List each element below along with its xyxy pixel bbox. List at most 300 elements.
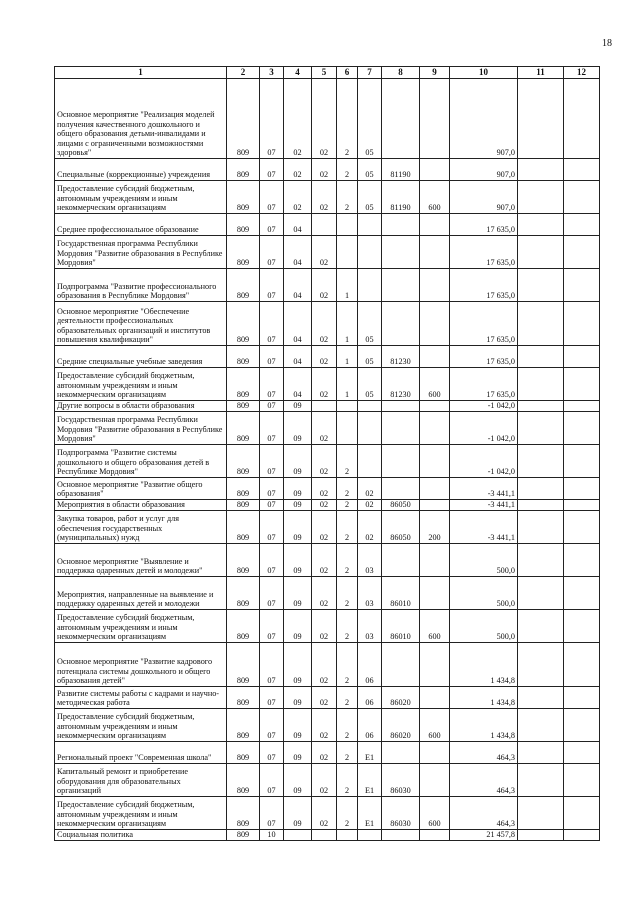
code-subprogram xyxy=(337,401,358,412)
code-event: 02 xyxy=(358,500,382,511)
code-expense-type: 600 xyxy=(420,181,450,214)
row-name: Государственная программа Республики Мордовия "Развитие образования в Республике Мордовия" xyxy=(55,412,227,445)
column-12-value xyxy=(564,742,600,764)
amount-value: -3 441,1 xyxy=(450,511,518,544)
code-direction: 86030 xyxy=(382,764,420,797)
code-event: 05 xyxy=(358,159,382,181)
code-subprogram: 1 xyxy=(337,346,358,368)
code-program xyxy=(312,214,337,236)
code-expense-type xyxy=(420,544,450,577)
table-row xyxy=(55,214,600,236)
amount-value: 17 635,0 xyxy=(450,302,518,346)
code-expense-type xyxy=(420,500,450,511)
table-row xyxy=(55,79,600,159)
code-direction xyxy=(382,269,420,302)
code-expense-type xyxy=(420,643,450,687)
column-12-value xyxy=(564,445,600,478)
code-direction: 81190 xyxy=(382,181,420,214)
code-event: 05 xyxy=(358,181,382,214)
code-section: 07 xyxy=(260,412,284,445)
code-section: 07 xyxy=(260,709,284,742)
amount-value: 907,0 xyxy=(450,79,518,159)
code-section: 07 xyxy=(260,500,284,511)
code-event: 06 xyxy=(358,687,382,709)
amount-value: 17 635,0 xyxy=(450,346,518,368)
code-subsection: 09 xyxy=(284,478,312,500)
code-subprogram: 1 xyxy=(337,368,358,401)
column-11-value xyxy=(518,478,564,500)
code-expense-type xyxy=(420,577,450,610)
code-program: 02 xyxy=(312,511,337,544)
column-header: 1 xyxy=(55,67,227,79)
row-name: Закупка товаров, работ и услуг для обеспечения государственных (муниципальных) нужд xyxy=(55,511,227,544)
amount-value: 464,3 xyxy=(450,797,518,830)
code-event xyxy=(358,214,382,236)
code-ministry: 809 xyxy=(227,742,260,764)
code-event: 02 xyxy=(358,511,382,544)
code-subprogram xyxy=(337,412,358,445)
code-subsection: 09 xyxy=(284,577,312,610)
code-expense-type xyxy=(420,764,450,797)
code-subprogram: 2 xyxy=(337,577,358,610)
code-event: 02 xyxy=(358,478,382,500)
code-ministry: 809 xyxy=(227,269,260,302)
code-program: 02 xyxy=(312,797,337,830)
code-event: 03 xyxy=(358,544,382,577)
amount-value: 1 434,8 xyxy=(450,643,518,687)
amount-value: 1 434,8 xyxy=(450,709,518,742)
column-header: 9 xyxy=(420,67,450,79)
code-program: 02 xyxy=(312,709,337,742)
code-subsection: 04 xyxy=(284,302,312,346)
code-section: 07 xyxy=(260,742,284,764)
code-direction: 81230 xyxy=(382,368,420,401)
column-header: 7 xyxy=(358,67,382,79)
code-expense-type: 600 xyxy=(420,610,450,643)
amount-value: -3 441,1 xyxy=(450,500,518,511)
code-expense-type xyxy=(420,478,450,500)
code-subprogram xyxy=(337,214,358,236)
code-subprogram: 2 xyxy=(337,544,358,577)
column-11-value xyxy=(518,445,564,478)
code-direction xyxy=(382,830,420,841)
code-subprogram: 2 xyxy=(337,709,358,742)
code-event: 06 xyxy=(358,643,382,687)
code-expense-type: 600 xyxy=(420,709,450,742)
column-12-value xyxy=(564,302,600,346)
code-program: 02 xyxy=(312,181,337,214)
amount-value: -1 042,0 xyxy=(450,401,518,412)
row-name: Предоставление субсидий бюджетным, автономным учреждениям и иным некоммерческим организациям xyxy=(55,709,227,742)
amount-value: 907,0 xyxy=(450,181,518,214)
code-expense-type xyxy=(420,236,450,269)
code-section: 07 xyxy=(260,687,284,709)
code-ministry: 809 xyxy=(227,709,260,742)
code-section: 07 xyxy=(260,236,284,269)
code-ministry: 809 xyxy=(227,159,260,181)
code-direction: 86020 xyxy=(382,709,420,742)
code-subprogram: 2 xyxy=(337,511,358,544)
code-subprogram: 2 xyxy=(337,643,358,687)
code-subsection: 02 xyxy=(284,79,312,159)
code-event xyxy=(358,445,382,478)
row-name: Подпрограмма "Развитие системы дошкольного и общего образования детей в Республике Мордовия" xyxy=(55,445,227,478)
code-section: 07 xyxy=(260,159,284,181)
code-program: 02 xyxy=(312,368,337,401)
column-11-value xyxy=(518,79,564,159)
code-subsection: 04 xyxy=(284,269,312,302)
column-12-value xyxy=(564,764,600,797)
code-program: 02 xyxy=(312,159,337,181)
code-direction xyxy=(382,79,420,159)
column-header: 12 xyxy=(564,67,600,79)
code-subprogram: 2 xyxy=(337,500,358,511)
row-name: Специальные (коррекционные) учреждения xyxy=(55,159,227,181)
column-12-value xyxy=(564,368,600,401)
row-name: Другие вопросы в области образования xyxy=(55,401,227,412)
column-11-value xyxy=(518,181,564,214)
code-event: E1 xyxy=(358,742,382,764)
code-subsection xyxy=(284,830,312,841)
code-subprogram xyxy=(337,236,358,269)
table-row xyxy=(55,687,600,709)
code-section: 07 xyxy=(260,79,284,159)
code-program: 02 xyxy=(312,412,337,445)
column-12-value xyxy=(564,577,600,610)
code-section: 07 xyxy=(260,511,284,544)
code-direction: 81190 xyxy=(382,159,420,181)
code-expense-type xyxy=(420,401,450,412)
code-direction: 81230 xyxy=(382,346,420,368)
table-row xyxy=(55,269,600,302)
code-event xyxy=(358,401,382,412)
code-subsection: 09 xyxy=(284,687,312,709)
column-12-value xyxy=(564,830,600,841)
amount-value: -3 441,1 xyxy=(450,478,518,500)
column-11-value xyxy=(518,830,564,841)
code-direction xyxy=(382,445,420,478)
code-section: 07 xyxy=(260,346,284,368)
amount-value: 500,0 xyxy=(450,577,518,610)
column-12-value xyxy=(564,687,600,709)
row-name: Предоставление субсидий бюджетным, автономным учреждениям и иным некоммерческим организациям xyxy=(55,181,227,214)
table-row xyxy=(55,346,600,368)
code-program: 02 xyxy=(312,346,337,368)
code-expense-type: 600 xyxy=(420,797,450,830)
row-name: Подпрограмма "Развитие профессионального образования в Республике Мордовия" xyxy=(55,269,227,302)
code-subprogram: 2 xyxy=(337,797,358,830)
code-section: 07 xyxy=(260,797,284,830)
row-name: Государственная программа Республики Мордовия "Развитие образования в Республике Мордовия" xyxy=(55,236,227,269)
table-row xyxy=(55,709,600,742)
amount-value: 464,3 xyxy=(450,742,518,764)
code-program: 02 xyxy=(312,236,337,269)
code-program: 02 xyxy=(312,577,337,610)
column-12-value xyxy=(564,269,600,302)
code-expense-type xyxy=(420,214,450,236)
code-subsection: 09 xyxy=(284,511,312,544)
amount-value: 21 457,8 xyxy=(450,830,518,841)
code-program: 02 xyxy=(312,79,337,159)
code-section: 07 xyxy=(260,269,284,302)
code-direction xyxy=(382,412,420,445)
table-row xyxy=(55,401,600,412)
code-ministry: 809 xyxy=(227,577,260,610)
code-event: 05 xyxy=(358,368,382,401)
row-name: Мероприятия, направленные на выявление и поддержку одаренных детей и молодежи xyxy=(55,577,227,610)
code-section: 07 xyxy=(260,610,284,643)
row-name: Предоставление субсидий бюджетным, автономным учреждениям и иным некоммерческим организациям xyxy=(55,368,227,401)
code-ministry: 809 xyxy=(227,181,260,214)
code-ministry: 809 xyxy=(227,79,260,159)
code-event: 05 xyxy=(358,302,382,346)
code-subsection: 09 xyxy=(284,445,312,478)
amount-value: 1 434,8 xyxy=(450,687,518,709)
column-12-value xyxy=(564,797,600,830)
column-11-value xyxy=(518,797,564,830)
page-number: 18 xyxy=(602,38,612,49)
table-row xyxy=(55,610,600,643)
code-subprogram: 2 xyxy=(337,159,358,181)
row-name: Региональный проект "Современная школа" xyxy=(55,742,227,764)
amount-value: -1 042,0 xyxy=(450,445,518,478)
column-11-value xyxy=(518,214,564,236)
code-expense-type: 600 xyxy=(420,368,450,401)
column-12-value xyxy=(564,478,600,500)
amount-value: 17 635,0 xyxy=(450,214,518,236)
table-row xyxy=(55,445,600,478)
header-row xyxy=(55,67,600,79)
column-header: 4 xyxy=(284,67,312,79)
amount-value: 17 635,0 xyxy=(450,368,518,401)
column-11-value xyxy=(518,159,564,181)
row-name: Основное мероприятие "Развитие кадрового потенциала системы дошкольного и общего образования детей" xyxy=(55,643,227,687)
column-11-value xyxy=(518,302,564,346)
code-ministry: 809 xyxy=(227,687,260,709)
row-name: Средние специальные учебные заведения xyxy=(55,346,227,368)
code-subsection: 09 xyxy=(284,764,312,797)
table-row xyxy=(55,302,600,346)
code-ministry: 809 xyxy=(227,401,260,412)
code-direction xyxy=(382,302,420,346)
code-section: 07 xyxy=(260,643,284,687)
amount-value: 464,3 xyxy=(450,764,518,797)
code-ministry: 809 xyxy=(227,830,260,841)
code-ministry: 809 xyxy=(227,643,260,687)
column-11-value xyxy=(518,511,564,544)
table-row xyxy=(55,643,600,687)
code-subsection: 04 xyxy=(284,214,312,236)
code-ministry: 809 xyxy=(227,236,260,269)
code-ministry: 809 xyxy=(227,797,260,830)
code-program: 02 xyxy=(312,764,337,797)
column-11-value xyxy=(518,643,564,687)
code-subprogram: 1 xyxy=(337,269,358,302)
code-subprogram: 1 xyxy=(337,302,358,346)
column-12-value xyxy=(564,412,600,445)
column-12-value xyxy=(564,610,600,643)
column-11-value xyxy=(518,742,564,764)
table-row xyxy=(55,742,600,764)
code-ministry: 809 xyxy=(227,610,260,643)
code-subprogram: 2 xyxy=(337,742,358,764)
code-program: 02 xyxy=(312,643,337,687)
code-program: 02 xyxy=(312,742,337,764)
code-subsection: 09 xyxy=(284,544,312,577)
code-subprogram: 2 xyxy=(337,687,358,709)
table-row xyxy=(55,511,600,544)
code-expense-type xyxy=(420,742,450,764)
code-program: 02 xyxy=(312,500,337,511)
code-event: E1 xyxy=(358,797,382,830)
code-event: E1 xyxy=(358,764,382,797)
column-11-value xyxy=(518,236,564,269)
code-subprogram: 2 xyxy=(337,610,358,643)
column-header: 6 xyxy=(337,67,358,79)
code-direction: 86050 xyxy=(382,500,420,511)
code-program xyxy=(312,830,337,841)
column-11-value xyxy=(518,764,564,797)
code-ministry: 809 xyxy=(227,764,260,797)
table-row xyxy=(55,181,600,214)
code-section: 07 xyxy=(260,302,284,346)
code-direction xyxy=(382,478,420,500)
column-header: 8 xyxy=(382,67,420,79)
column-header: 5 xyxy=(312,67,337,79)
column-11-value xyxy=(518,412,564,445)
code-subprogram: 2 xyxy=(337,79,358,159)
code-direction: 86030 xyxy=(382,797,420,830)
code-direction: 86010 xyxy=(382,610,420,643)
column-12-value xyxy=(564,346,600,368)
column-12-value xyxy=(564,401,600,412)
column-header: 2 xyxy=(227,67,260,79)
column-12-value xyxy=(564,709,600,742)
code-direction xyxy=(382,544,420,577)
row-name: Развитие системы работы с кадрами и научно-методическая работа xyxy=(55,687,227,709)
column-12-value xyxy=(564,181,600,214)
column-11-value xyxy=(518,368,564,401)
column-12-value xyxy=(564,236,600,269)
code-program: 02 xyxy=(312,478,337,500)
column-11-value xyxy=(518,687,564,709)
table-row xyxy=(55,236,600,269)
table-row xyxy=(55,577,600,610)
code-subsection: 09 xyxy=(284,643,312,687)
code-section: 07 xyxy=(260,764,284,797)
table-row xyxy=(55,368,600,401)
row-name: Основное мероприятие "Реализация моделей получения качественного дошкольного и общего образования детьми-инвалидами и лицами с ограниченными возможностями здоровья" xyxy=(55,79,227,159)
table-row xyxy=(55,500,600,511)
code-ministry: 809 xyxy=(227,511,260,544)
code-subsection: 09 xyxy=(284,797,312,830)
code-subprogram: 2 xyxy=(337,181,358,214)
code-subprogram: 2 xyxy=(337,445,358,478)
code-expense-type xyxy=(420,159,450,181)
code-expense-type xyxy=(420,687,450,709)
code-direction: 86020 xyxy=(382,687,420,709)
column-11-value xyxy=(518,500,564,511)
column-11-value xyxy=(518,346,564,368)
code-event xyxy=(358,236,382,269)
row-name: Предоставление субсидий бюджетным, автономным учреждениям и иным некоммерческим организациям xyxy=(55,797,227,830)
column-11-value xyxy=(518,401,564,412)
code-subsection: 09 xyxy=(284,742,312,764)
column-12-value xyxy=(564,79,600,159)
column-12-value xyxy=(564,544,600,577)
code-direction xyxy=(382,643,420,687)
code-program: 02 xyxy=(312,445,337,478)
code-ministry: 809 xyxy=(227,412,260,445)
column-12-value xyxy=(564,214,600,236)
code-program: 02 xyxy=(312,687,337,709)
code-ministry: 809 xyxy=(227,346,260,368)
code-expense-type xyxy=(420,412,450,445)
code-event: 03 xyxy=(358,610,382,643)
row-name: Капитальный ремонт и приобретение оборудования для образовательных организаций xyxy=(55,764,227,797)
table-row xyxy=(55,478,600,500)
column-11-value xyxy=(518,544,564,577)
amount-value: 17 635,0 xyxy=(450,236,518,269)
row-name: Среднее профессиональное образование xyxy=(55,214,227,236)
column-header: 10 xyxy=(450,67,518,79)
code-event xyxy=(358,412,382,445)
code-subsection: 09 xyxy=(284,610,312,643)
code-ministry: 809 xyxy=(227,500,260,511)
code-event: 05 xyxy=(358,346,382,368)
row-name: Основное мероприятие "Развитие общего образования" xyxy=(55,478,227,500)
code-event xyxy=(358,269,382,302)
amount-value: 17 635,0 xyxy=(450,269,518,302)
code-section: 07 xyxy=(260,401,284,412)
row-name: Мероприятия в области образования xyxy=(55,500,227,511)
row-name: Социальная политика xyxy=(55,830,227,841)
table-row xyxy=(55,544,600,577)
amount-value: 500,0 xyxy=(450,610,518,643)
code-subsection: 04 xyxy=(284,346,312,368)
code-program: 02 xyxy=(312,610,337,643)
code-section: 07 xyxy=(260,577,284,610)
amount-value: 907,0 xyxy=(450,159,518,181)
code-direction xyxy=(382,742,420,764)
code-expense-type xyxy=(420,445,450,478)
code-direction: 86010 xyxy=(382,577,420,610)
code-direction: 86050 xyxy=(382,511,420,544)
code-ministry: 809 xyxy=(227,544,260,577)
code-section: 07 xyxy=(260,214,284,236)
column-11-value xyxy=(518,709,564,742)
code-subprogram: 2 xyxy=(337,764,358,797)
code-subsection: 04 xyxy=(284,236,312,269)
code-subsection: 04 xyxy=(284,368,312,401)
column-header: 11 xyxy=(518,67,564,79)
code-direction xyxy=(382,214,420,236)
code-section: 07 xyxy=(260,368,284,401)
code-direction xyxy=(382,401,420,412)
row-name: Основное мероприятие "Обеспечение деятельности профессиональных образовательных организаций и институтов повышения квалификации" xyxy=(55,302,227,346)
code-subsection: 02 xyxy=(284,181,312,214)
code-expense-type xyxy=(420,269,450,302)
code-ministry: 809 xyxy=(227,214,260,236)
column-12-value xyxy=(564,159,600,181)
code-expense-type xyxy=(420,79,450,159)
code-ministry: 809 xyxy=(227,478,260,500)
code-expense-type xyxy=(420,302,450,346)
code-event: 06 xyxy=(358,709,382,742)
row-name: Предоставление субсидий бюджетным, автономным учреждениям и иным некоммерческим организациям xyxy=(55,610,227,643)
code-program: 02 xyxy=(312,544,337,577)
code-subprogram xyxy=(337,830,358,841)
